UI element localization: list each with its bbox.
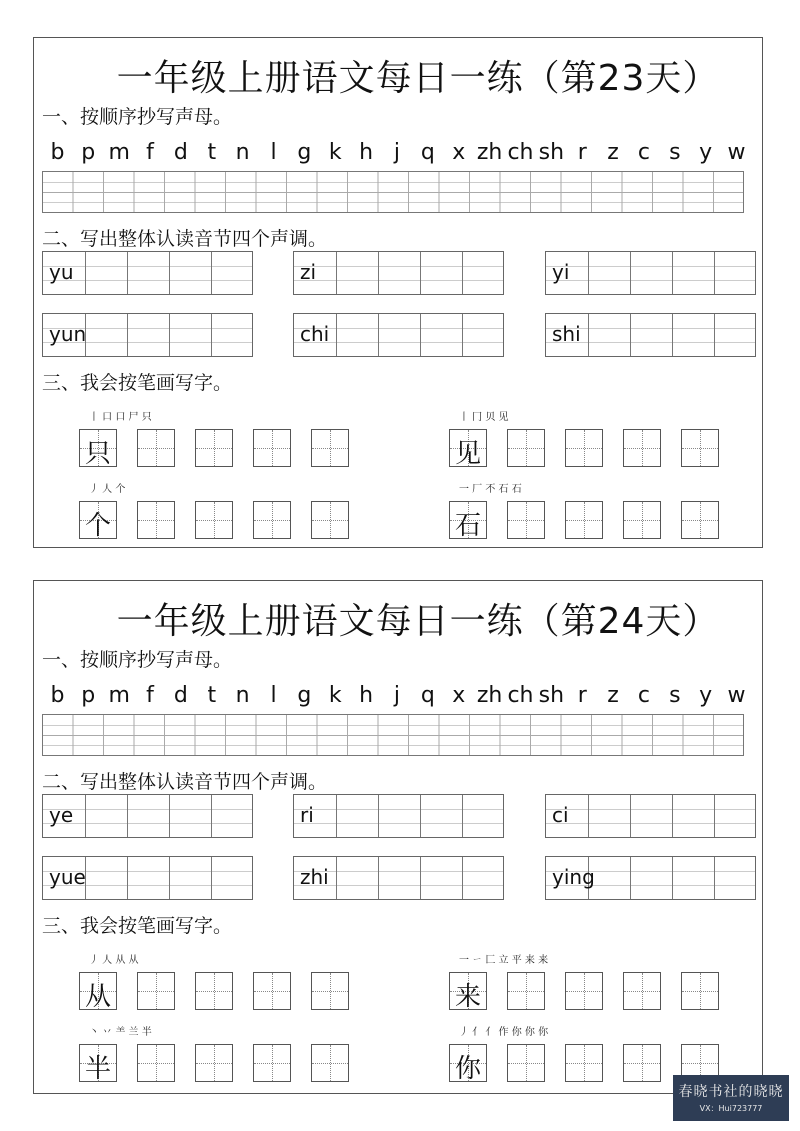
syllable-text: shi — [552, 322, 581, 346]
initial-f: f — [146, 683, 154, 708]
initials-row — [42, 681, 752, 711]
syllable-cell-divider — [378, 252, 379, 294]
practice-box[interactable] — [681, 501, 719, 539]
syllable-box-chi[interactable] — [293, 313, 504, 357]
initial-y: y — [699, 140, 713, 165]
model-character-box — [449, 972, 487, 1010]
model-character: 个 — [84, 511, 111, 541]
syllable-box-yue[interactable] — [42, 856, 253, 900]
syllable-cell-divider — [211, 795, 212, 837]
syllable-text: yi — [552, 260, 570, 284]
syllable-cell-divider — [630, 314, 631, 356]
initial-p: p — [81, 140, 96, 165]
initial-sh: sh — [538, 140, 565, 165]
syllable-cell-divider — [420, 857, 421, 899]
model-character-box — [79, 429, 117, 467]
syllable-cell-divider — [211, 314, 212, 356]
syllable-text: zhi — [300, 865, 329, 889]
syllable-cell-divider — [588, 795, 589, 837]
watermark-logo — [673, 1075, 789, 1121]
initial-b: b — [50, 140, 65, 165]
syllable-cell-divider — [127, 795, 128, 837]
practice-box[interactable] — [623, 1044, 661, 1082]
practice-box[interactable] — [507, 501, 545, 539]
syllable-cell-divider — [714, 795, 715, 837]
practice-box[interactable] — [137, 972, 175, 1010]
initial-w: w — [727, 683, 746, 708]
model-character-box — [449, 429, 487, 467]
practice-box[interactable] — [681, 429, 719, 467]
syllable-cell-divider — [336, 314, 337, 356]
initial-h: h — [359, 683, 374, 708]
practice-box[interactable] — [253, 501, 291, 539]
syllable-cell-divider — [630, 795, 631, 837]
syllable-cell-divider — [672, 795, 673, 837]
watermark-text: 春晓书社的晓晓 — [678, 1084, 784, 1100]
syllable-cell-divider — [630, 252, 631, 294]
practice-box[interactable] — [137, 1044, 175, 1082]
initial-m: m — [108, 140, 130, 165]
initial-p: p — [81, 683, 96, 708]
syllable-cell-divider — [630, 857, 631, 899]
initial-zh: zh — [476, 683, 503, 708]
initial-ch: ch — [507, 683, 534, 708]
model-character: 石 — [454, 511, 481, 541]
initial-zh: zh — [476, 140, 503, 165]
model-character-box — [79, 501, 117, 539]
watermark-contact: VX：Hui723777 — [699, 1104, 763, 1113]
practice-box[interactable] — [623, 972, 661, 1010]
syllable-cell-divider — [378, 795, 379, 837]
syllable-cell-divider — [462, 795, 463, 837]
model-character-box — [79, 972, 117, 1010]
initial-x: x — [452, 683, 466, 708]
syllable-cell-divider — [462, 857, 463, 899]
initial-r: r — [577, 683, 587, 708]
practice-box[interactable] — [311, 501, 349, 539]
syllable-box-ye[interactable] — [42, 794, 253, 838]
initial-t: t — [207, 683, 217, 708]
model-character-box — [449, 1044, 487, 1082]
syllable-cell-divider — [672, 252, 673, 294]
worksheet-title: 一年级上册语文每日一练（第23天） — [116, 58, 720, 99]
initial-t: t — [207, 140, 217, 165]
syllable-box-ci[interactable] — [545, 794, 756, 838]
practice-box[interactable] — [311, 972, 349, 1010]
syllable-cell-divider — [127, 252, 128, 294]
model-character: 半 — [84, 1054, 111, 1084]
syllable-box-yi[interactable] — [545, 251, 756, 295]
section-3-label: 三、我会按笔画写字。 — [42, 915, 233, 937]
model-character: 只 — [84, 439, 111, 469]
practice-box[interactable] — [565, 429, 603, 467]
syllable-box-shi[interactable] — [545, 313, 756, 357]
practice-box[interactable] — [565, 501, 603, 539]
model-character-box — [449, 501, 487, 539]
syllable-cell-divider — [85, 252, 86, 294]
initial-q: q — [420, 683, 435, 708]
initial-f: f — [146, 140, 154, 165]
practice-box[interactable] — [507, 972, 545, 1010]
syllable-text: yu — [49, 260, 74, 284]
practice-box[interactable] — [311, 1044, 349, 1082]
practice-box[interactable] — [253, 972, 291, 1010]
syllable-cell-divider — [714, 314, 715, 356]
section-1-label: 一、按顺序抄写声母。 — [42, 649, 233, 671]
syllable-cell-divider — [336, 252, 337, 294]
stroke-order: 丿 人 从 从 — [89, 955, 139, 966]
syllable-text: chi — [300, 322, 330, 346]
model-character: 从 — [84, 982, 111, 1012]
four-line-grid[interactable] — [42, 714, 744, 756]
practice-box[interactable] — [681, 972, 719, 1010]
section-3-label: 三、我会按笔画写字。 — [42, 372, 233, 394]
practice-box[interactable] — [623, 429, 661, 467]
worksheet-day-24 — [33, 580, 763, 1094]
model-character: 见 — [454, 439, 481, 469]
initial-s: s — [669, 140, 681, 165]
syllable-cell-divider — [169, 314, 170, 356]
four-line-grid[interactable] — [42, 171, 744, 213]
syllable-cell-divider — [672, 314, 673, 356]
practice-box[interactable] — [507, 1044, 545, 1082]
model-character: 你 — [454, 1054, 481, 1084]
syllable-cell-divider — [127, 314, 128, 356]
syllable-cell-divider — [714, 857, 715, 899]
initial-s: s — [669, 683, 681, 708]
syllable-cell-divider — [336, 857, 337, 899]
stroke-order: 丿 亻 亻 作 你 你 你 — [459, 1027, 549, 1038]
syllable-cell-divider — [336, 795, 337, 837]
syllable-text: yue — [49, 865, 86, 889]
initial-x: x — [452, 140, 466, 165]
initial-z: z — [607, 683, 619, 708]
practice-box[interactable] — [195, 972, 233, 1010]
initial-h: h — [359, 140, 374, 165]
practice-box[interactable] — [253, 429, 291, 467]
initials-row — [42, 138, 752, 168]
initial-q: q — [420, 140, 435, 165]
syllable-cell-divider — [672, 857, 673, 899]
syllable-text: zi — [300, 260, 317, 284]
practice-box[interactable] — [195, 501, 233, 539]
practice-box[interactable] — [195, 1044, 233, 1082]
initial-n: n — [235, 140, 250, 165]
initial-w: w — [727, 140, 746, 165]
stroke-order: 一 厂 不 石 石 — [459, 484, 522, 495]
section-2-label: 二、写出整体认读音节四个声调。 — [42, 771, 328, 793]
syllable-box-ri[interactable] — [293, 794, 504, 838]
syllable-box-ying[interactable] — [545, 856, 756, 900]
initial-c: c — [637, 683, 650, 708]
syllable-cell-divider — [462, 252, 463, 294]
initial-m: m — [108, 683, 130, 708]
model-character-box — [79, 1044, 117, 1082]
syllable-cell-divider — [127, 857, 128, 899]
syllable-cell-divider — [211, 857, 212, 899]
syllable-cell-divider — [169, 252, 170, 294]
syllable-text: yun — [49, 322, 87, 346]
stroke-order: 丨 口 口 尸 只 — [89, 412, 152, 423]
initial-j: j — [393, 140, 401, 165]
syllable-cell-divider — [420, 252, 421, 294]
syllable-cell-divider — [714, 252, 715, 294]
stroke-order: 丿 人 个 — [89, 484, 126, 495]
initial-b: b — [50, 683, 65, 708]
model-character: 来 — [454, 982, 481, 1012]
initial-l: l — [270, 140, 277, 165]
initial-c: c — [637, 140, 650, 165]
practice-box[interactable] — [507, 429, 545, 467]
practice-box[interactable] — [137, 429, 175, 467]
syllable-text: ci — [552, 803, 569, 827]
syllable-cell-divider — [169, 795, 170, 837]
worksheet-title: 一年级上册语文每日一练（第24天） — [116, 601, 720, 642]
initial-d: d — [173, 683, 188, 708]
syllable-text: ri — [300, 803, 314, 827]
syllable-cell-divider — [420, 314, 421, 356]
initial-k: k — [328, 683, 342, 708]
syllable-cell-divider — [169, 857, 170, 899]
practice-box[interactable] — [565, 1044, 603, 1082]
stroke-order: 丶 丷 ⺷ 兰 半 — [89, 1027, 152, 1038]
initial-d: d — [173, 140, 188, 165]
initial-sh: sh — [538, 683, 565, 708]
syllable-cell-divider — [588, 314, 589, 356]
syllable-cell-divider — [85, 795, 86, 837]
syllable-cell-divider — [420, 795, 421, 837]
practice-box[interactable] — [623, 501, 661, 539]
initial-g: g — [297, 140, 312, 165]
practice-box[interactable] — [195, 429, 233, 467]
initial-g: g — [297, 683, 312, 708]
section-2-label: 二、写出整体认读音节四个声调。 — [42, 228, 328, 250]
syllable-cell-divider — [378, 857, 379, 899]
practice-box[interactable] — [311, 429, 349, 467]
syllable-box-yun[interactable] — [42, 313, 253, 357]
stroke-order: 丨 冂 贝 见 — [459, 412, 509, 423]
syllable-text: ying — [552, 865, 595, 889]
initial-y: y — [699, 683, 713, 708]
practice-box[interactable] — [253, 1044, 291, 1082]
worksheet-day-23 — [33, 37, 763, 548]
syllable-cell-divider — [378, 314, 379, 356]
initial-ch: ch — [507, 140, 534, 165]
section-1-label: 一、按顺序抄写声母。 — [42, 106, 233, 128]
syllable-box-yu[interactable] — [42, 251, 253, 295]
initial-n: n — [235, 683, 250, 708]
syllable-box-zi[interactable] — [293, 251, 504, 295]
initial-z: z — [607, 140, 619, 165]
practice-box[interactable] — [565, 972, 603, 1010]
syllable-cell-divider — [211, 252, 212, 294]
initial-l: l — [270, 683, 277, 708]
syllable-text: ye — [49, 803, 74, 827]
practice-box[interactable] — [137, 501, 175, 539]
syllable-cell-divider — [588, 252, 589, 294]
initial-r: r — [577, 140, 587, 165]
syllable-cell-divider — [462, 314, 463, 356]
initial-k: k — [328, 140, 342, 165]
syllable-box-zhi[interactable] — [293, 856, 504, 900]
stroke-order: 一 ㄧ 匚 立 平 来 来 — [459, 955, 549, 966]
initial-j: j — [393, 683, 401, 708]
